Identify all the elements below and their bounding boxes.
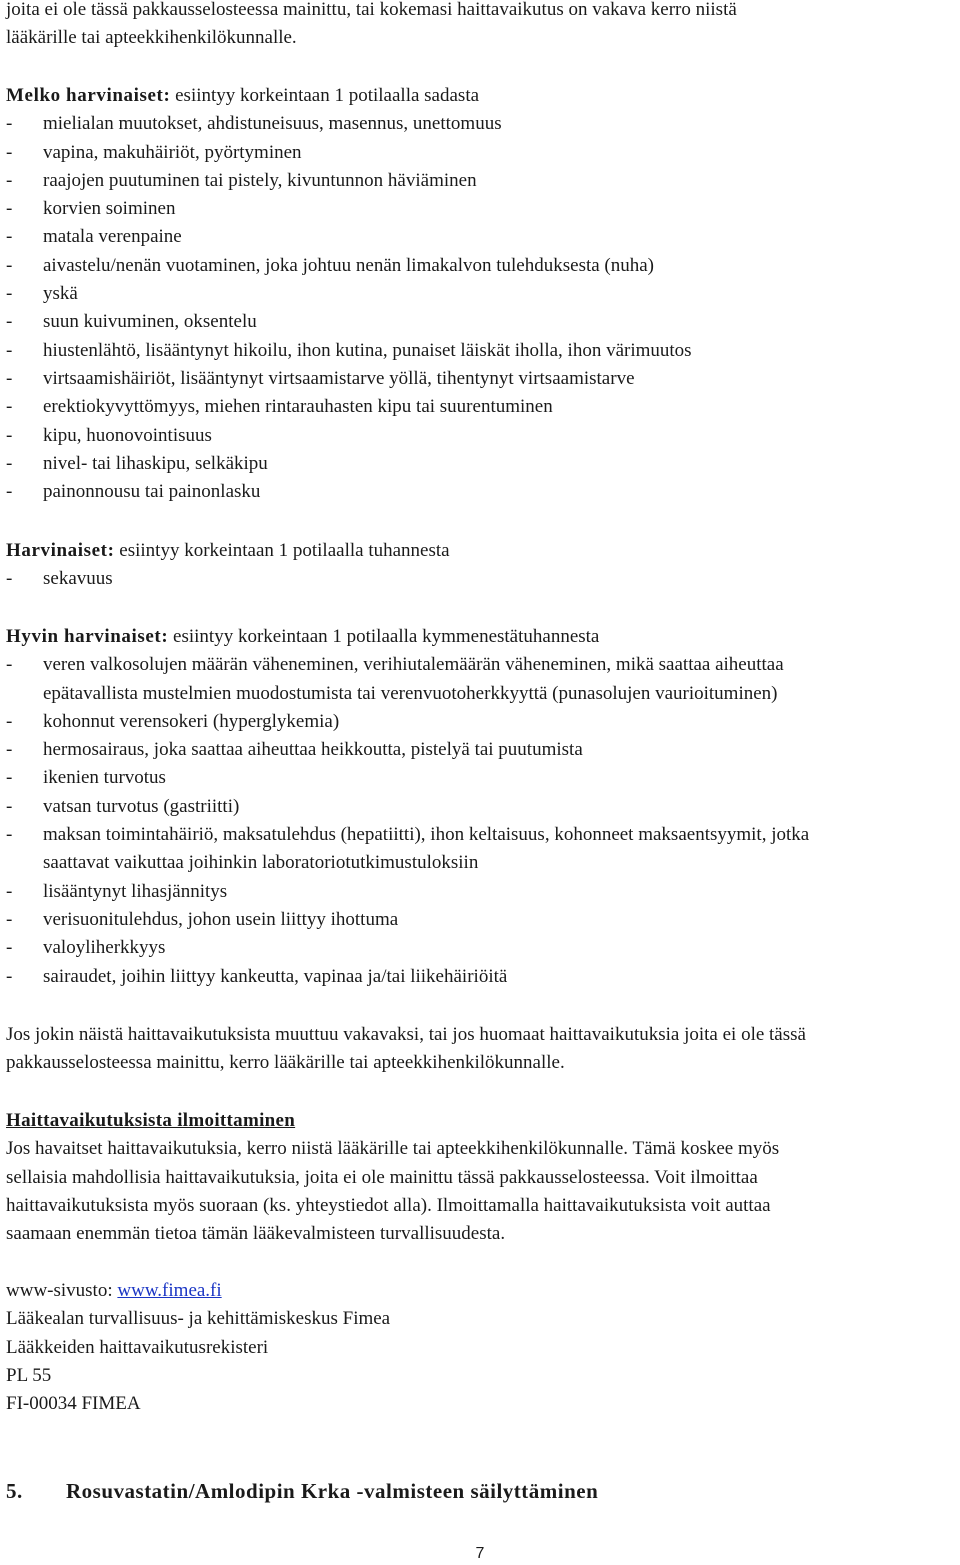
list-item-text <box>43 878 809 906</box>
list-bullet-dash: - <box>6 141 13 163</box>
section-uncommon <box>6 82 692 506</box>
list-bullet-dash: - <box>6 311 13 333</box>
list-bullet-dash: - <box>6 568 13 590</box>
rare-list <box>6 565 450 593</box>
list-item-line: lisääntynyt lihasjännitys <box>43 880 228 902</box>
intro-line: lääkärille tai apteekkihenkilökunnalle. <box>6 27 297 49</box>
list-item-line: kipu, huonovointisuus <box>43 424 212 446</box>
list-item-line: ikenien turvotus <box>43 767 166 789</box>
section-uncommon-desc: esiintyy korkeintaan 1 potilaalla sadasta <box>170 85 480 106</box>
section-uncommon-header <box>6 82 692 110</box>
list-bullet-dash: - <box>6 481 13 503</box>
list-item-line: yskä <box>43 283 78 305</box>
list-item-line: virtsaamishäiriöt, lisääntynyt virtsaamistarve yöllä, tihentynyt virtsaamistarve <box>43 367 635 389</box>
list-item-line: epätavallista mustelmien muodostumista tai verenvuotoherkkyyttä (punasolujen vaurioituminen) <box>43 682 778 704</box>
intro-line: joita ei ole tässä pakkausselosteessa mainittu, tai kokemasi haittavaikutus on vakava kerro niistä <box>6 0 737 20</box>
list-item-line: suun kuivuminen, oksentelu <box>43 311 257 333</box>
list-item-text <box>43 736 809 764</box>
list-item-text <box>43 764 809 792</box>
list-bullet-dash: - <box>6 254 13 276</box>
contact-line: Lääkkeiden haittavaikutusrekisteri <box>6 1336 269 1358</box>
list-bullet-dash: - <box>6 795 13 817</box>
list-item-line: raajojen puutuminen tai pistely, kivuntunnon häviäminen <box>43 169 477 191</box>
list-item <box>6 167 692 195</box>
list-bullet-dash: - <box>6 654 13 676</box>
list-item-text <box>43 280 692 308</box>
section-rare <box>6 537 450 594</box>
list-item-text <box>43 934 809 962</box>
list-bullet-dash: - <box>6 767 13 789</box>
list-bullet-dash: - <box>6 113 13 135</box>
section-very-rare-header <box>6 623 809 651</box>
list-item <box>6 764 809 792</box>
list-item-text <box>43 139 692 167</box>
list-item-text <box>43 565 450 593</box>
list-item <box>6 110 692 138</box>
list-item-text <box>43 651 809 708</box>
paragraph-line: pakkausselosteessa mainittu, kerro lääkärille tai apteekkihenkilökunnalle. <box>6 1052 565 1074</box>
list-bullet-dash: - <box>6 452 13 474</box>
section-very-rare-lead: Hyvin harvinaiset: <box>6 626 169 647</box>
list-item <box>6 565 450 593</box>
section-very-rare <box>6 623 809 991</box>
list-item-line: valoyliherkkyys <box>43 937 166 959</box>
reporting-section <box>6 1107 779 1248</box>
list-bullet-dash: - <box>6 198 13 220</box>
list-item-text <box>43 478 692 506</box>
list-item <box>6 478 692 506</box>
list-item-line: korvien soiminen <box>43 198 176 220</box>
list-item <box>6 934 809 962</box>
page-number: 7 <box>475 1545 485 1562</box>
list-item <box>6 736 809 764</box>
list-item-text <box>43 393 692 421</box>
list-item <box>6 308 692 336</box>
section-rare-desc: esiintyy korkeintaan 1 potilaalla tuhannesta <box>114 540 450 561</box>
list-bullet-dash: - <box>6 424 13 446</box>
paragraph-line: sellaisia mahdollisia haittavaikutuksia, joita ei ole mainittu tässä pakkausselosteessa. Voit ilmoittaa <box>6 1166 758 1188</box>
list-bullet-dash: - <box>6 396 13 418</box>
website-label: www-sivusto: <box>6 1280 118 1301</box>
list-item-text <box>43 167 692 195</box>
list-item-text <box>43 821 809 878</box>
list-item <box>6 963 809 991</box>
serious-effects-paragraph <box>6 1021 806 1078</box>
section-5-title: Rosuvastatin/Amlodipin Krka -valmisteen säilyttäminen <box>66 1479 599 1503</box>
list-item-text <box>43 110 692 138</box>
website-line <box>6 1277 390 1305</box>
list-item-text <box>43 708 809 736</box>
list-bullet-dash: - <box>6 965 13 987</box>
list-item-line: kohonnut verensokeri (hyperglykemia) <box>43 710 340 732</box>
contact-block <box>6 1277 390 1418</box>
list-bullet-dash: - <box>6 226 13 248</box>
paragraph-line: Jos jokin näistä haittavaikutuksista muuttuu vakavaksi, tai jos huomaat haittavaikutuksia joita ei ole tässä <box>6 1024 806 1045</box>
list-bullet-dash: - <box>6 908 13 930</box>
list-item-line: hermosairaus, joka saattaa aiheuttaa heikkoutta, pistelyä tai puutumista <box>43 739 583 761</box>
list-item-text <box>43 365 692 393</box>
list-item-text <box>43 906 809 934</box>
list-item <box>6 139 692 167</box>
paragraph-line: saamaan enemmän tietoa tämän lääkevalmisteen turvallisuudesta. <box>6 1223 506 1245</box>
list-item-text <box>43 450 692 478</box>
list-item <box>6 223 692 251</box>
list-bullet-dash: - <box>6 739 13 761</box>
fimea-website-link[interactable]: www.fimea.fi <box>117 1280 222 1301</box>
list-item <box>6 195 692 223</box>
section-5-heading <box>6 1476 598 1506</box>
list-item-text <box>43 252 692 280</box>
list-bullet-dash: - <box>6 710 13 732</box>
list-bullet-dash: - <box>6 283 13 305</box>
list-item <box>6 708 809 736</box>
list-item <box>6 878 809 906</box>
list-item <box>6 393 692 421</box>
list-item-line: erektiokyvyttömyys, miehen rintarauhasten kipu tai suurentuminen <box>43 396 553 418</box>
list-bullet-dash: - <box>6 824 13 846</box>
contact-line: FI-00034 FIMEA <box>6 1393 141 1415</box>
section-5-number: 5. <box>6 1479 23 1503</box>
uncommon-list <box>6 110 692 506</box>
list-item-line: vatsan turvotus (gastriitti) <box>43 795 240 817</box>
list-item-text <box>43 793 809 821</box>
very-rare-list <box>6 651 809 991</box>
list-item-text <box>43 308 692 336</box>
list-item-line: maksan toimintahäiriö, maksatulehdus (hepatiitti), ihon keltaisuus, kohonneet maksaentsyymit, jotka <box>43 824 810 846</box>
list-item-line: verisuonitulehdus, johon usein liittyy ihottuma <box>43 908 399 930</box>
list-bullet-dash: - <box>6 169 13 191</box>
list-item-text <box>43 422 692 450</box>
list-item-line: aivastelu/nenän vuotaminen, joka johtuu nenän limakalvon tulehduksesta (nuha) <box>43 254 655 276</box>
list-item <box>6 821 809 878</box>
list-item-text <box>43 223 692 251</box>
list-item-line: mielialan muutokset, ahdistuneisuus, masennus, unettomuus <box>43 113 502 135</box>
list-item-line: hiustenlähtö, lisääntynyt hikoilu, ihon kutina, punaiset läiskät iholla, ihon värimuutos <box>43 339 692 361</box>
paragraph-line: Jos havaitset haittavaikutuksia, kerro niistä lääkärille tai apteekkihenkilökunnalle. Tämä koskee myös <box>6 1138 780 1160</box>
list-bullet-dash: - <box>6 367 13 389</box>
intro-paragraph <box>6 0 737 53</box>
list-item-text <box>43 337 692 365</box>
contact-line: Lääkealan turvallisuus- ja kehittämiskeskus Fimea <box>6 1308 391 1330</box>
list-item-line: saattavat vaikuttaa joihinkin laboratoriotutkimustuloksiin <box>43 852 479 874</box>
list-item <box>6 422 692 450</box>
list-item <box>6 252 692 280</box>
list-item-text <box>43 195 692 223</box>
list-bullet-dash: - <box>6 937 13 959</box>
list-item-line: nivel- tai lihaskipu, selkäkipu <box>43 452 268 474</box>
paragraph-line: haittavaikutuksista myös suoraan (ks. yhteystiedot alla). Ilmoittamalla haittavaikutuksista voit auttaa <box>6 1194 771 1216</box>
section-very-rare-desc: esiintyy korkeintaan 1 potilaalla kymmenestätuhannesta <box>168 626 600 647</box>
reporting-heading-text: Haittavaikutuksista ilmoittaminen <box>6 1110 296 1131</box>
list-item <box>6 337 692 365</box>
list-item-line: sairaudet, joihin liittyy kankeutta, vapinaa ja/tai liikehäiriöitä <box>43 965 508 987</box>
list-item <box>6 793 809 821</box>
list-item-line: matala verenpaine <box>43 226 182 248</box>
list-item <box>6 651 809 708</box>
list-item-line: veren valkosolujen määrän väheneminen, verihiutalemäärän väheneminen, mikä saattaa aiheuttaa <box>43 654 784 676</box>
list-item <box>6 906 809 934</box>
contact-line: PL 55 <box>6 1364 52 1386</box>
list-item <box>6 450 692 478</box>
section-rare-header <box>6 537 450 565</box>
list-bullet-dash: - <box>6 339 13 361</box>
list-item <box>6 365 692 393</box>
list-item-text <box>43 963 809 991</box>
list-item <box>6 280 692 308</box>
reporting-heading <box>6 1107 779 1135</box>
list-item-line: vapina, makuhäiriöt, pyörtyminen <box>43 141 302 163</box>
list-item-line: sekavuus <box>43 568 113 590</box>
section-rare-lead: Harvinaiset: <box>6 540 115 561</box>
list-bullet-dash: - <box>6 880 13 902</box>
section-uncommon-lead: Melko harvinaiset: <box>6 85 171 106</box>
list-item-line: painonnousu tai painonlasku <box>43 481 261 503</box>
